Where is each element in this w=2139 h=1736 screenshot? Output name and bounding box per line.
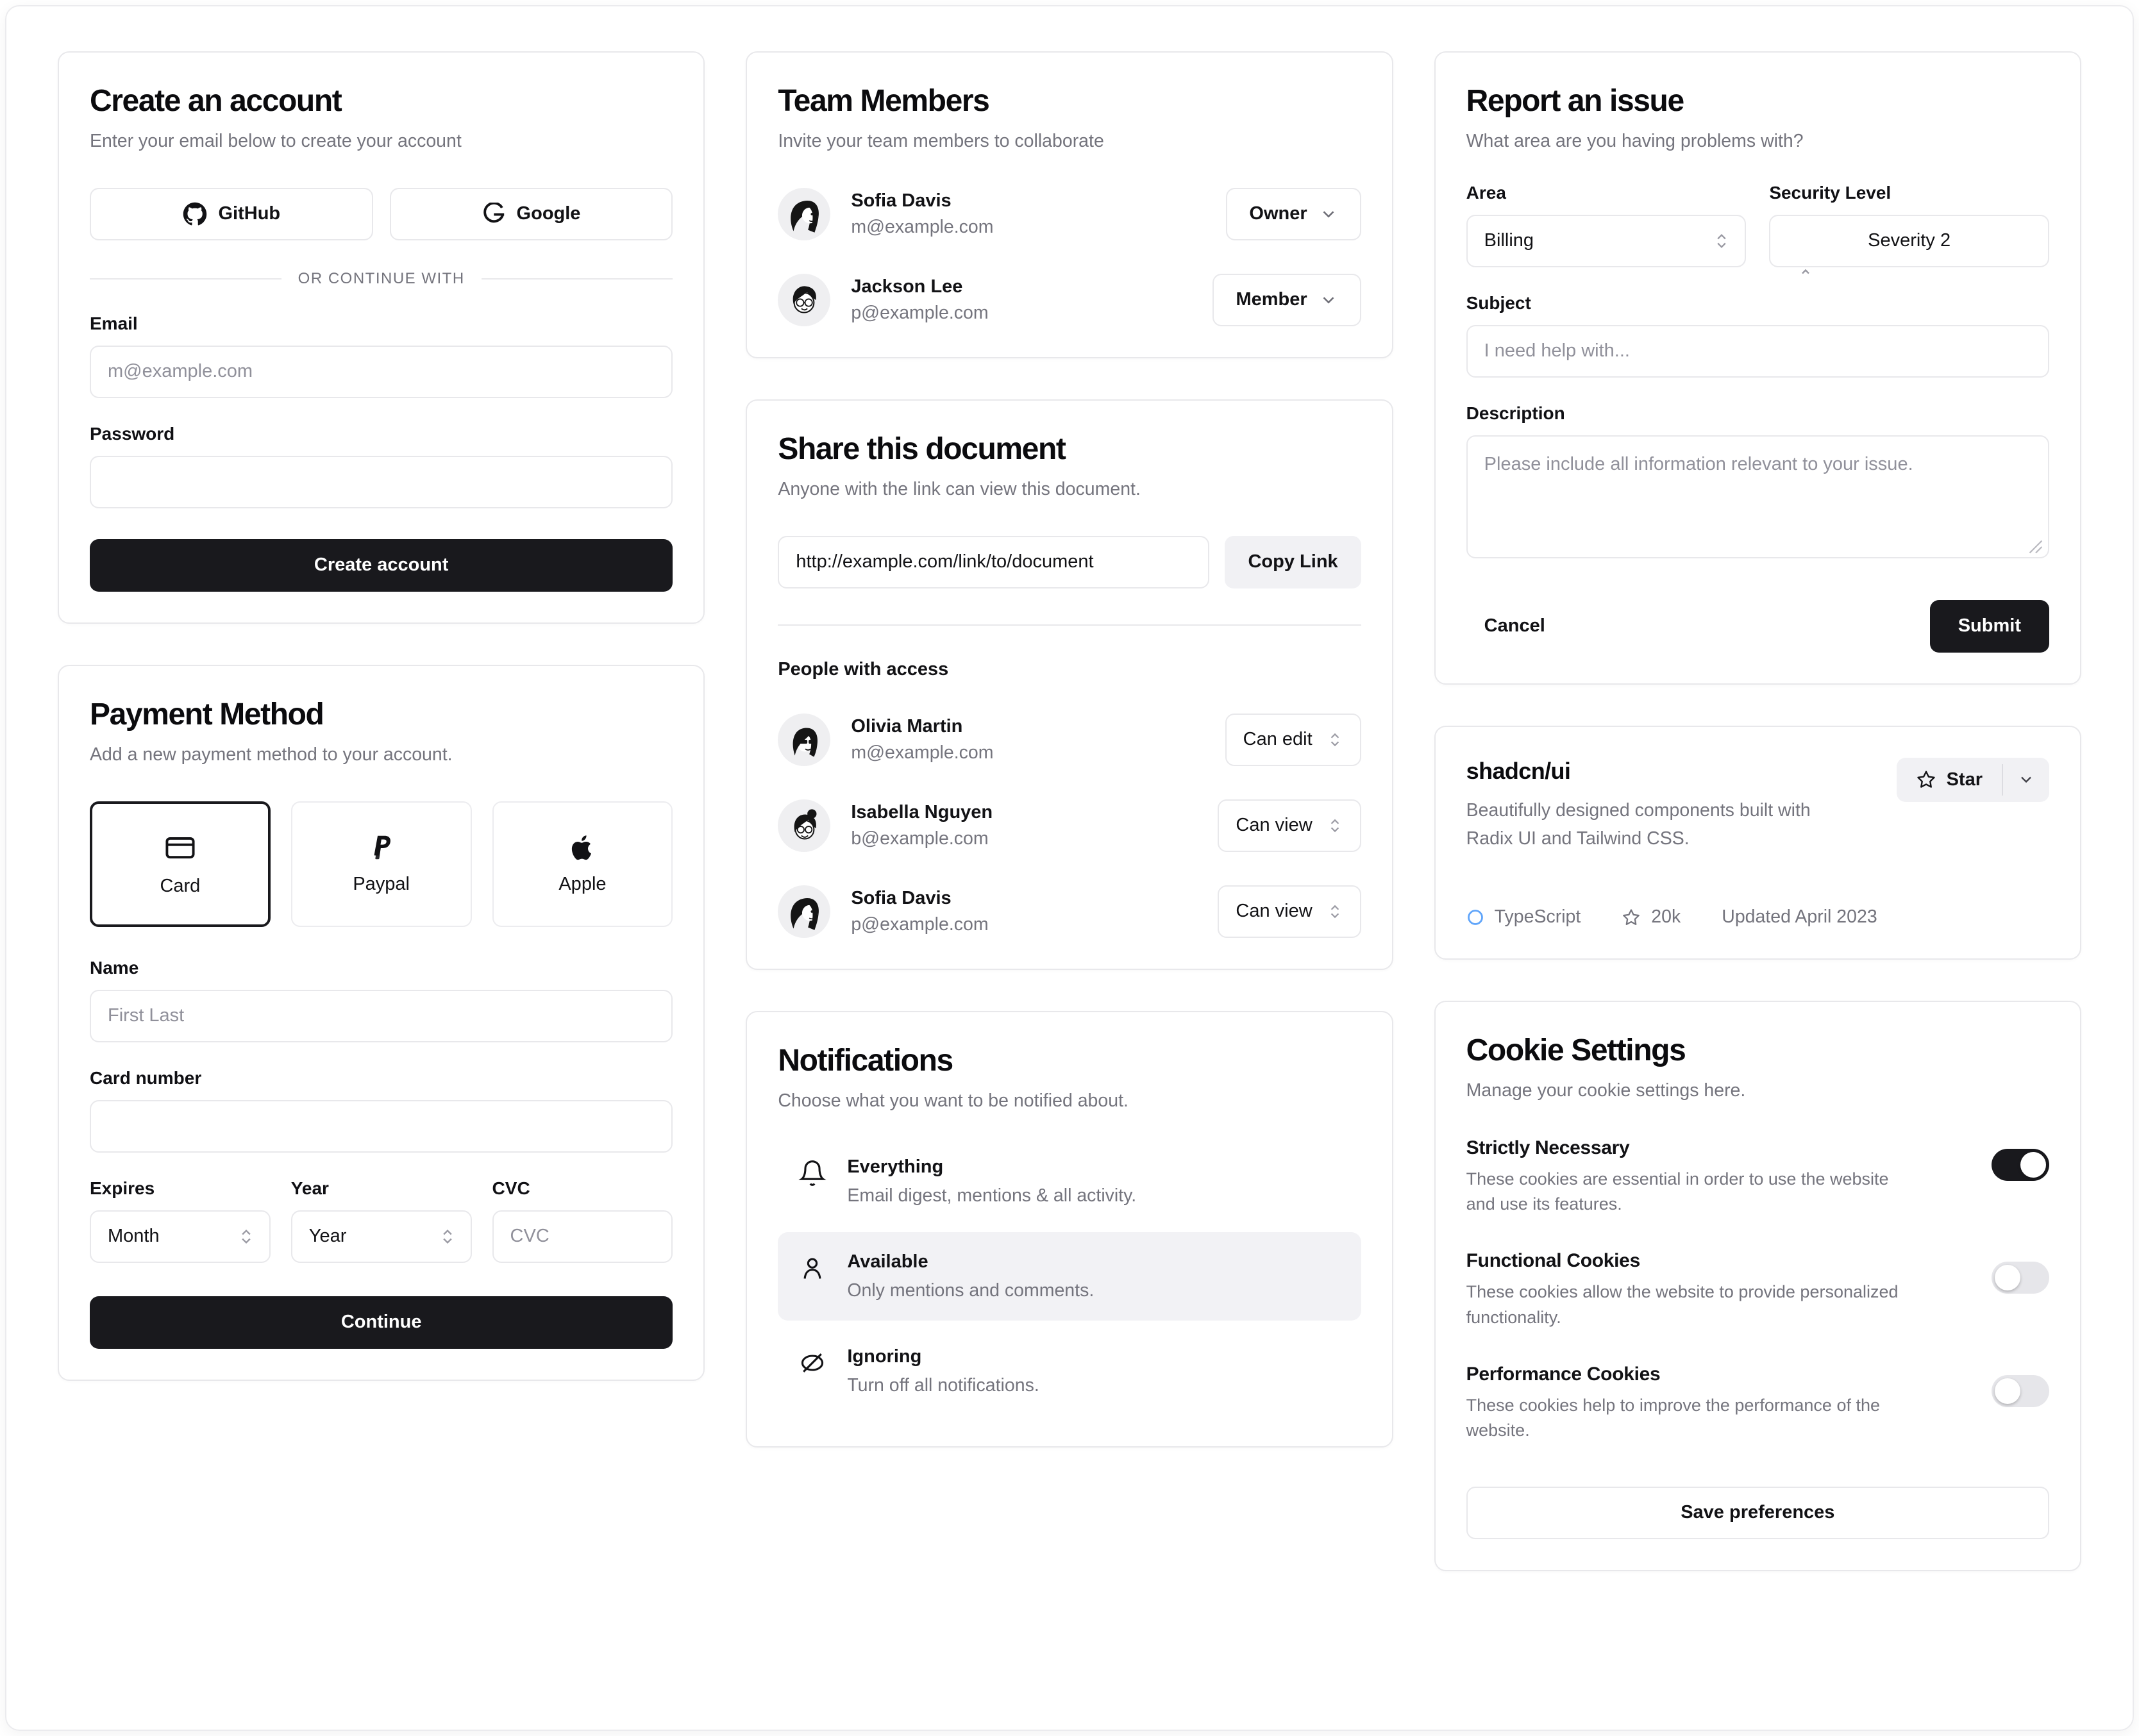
chevrons-up-down-icon [1327,731,1343,748]
save-preferences-button[interactable]: Save preferences [1466,1487,2049,1539]
email-field[interactable] [90,346,673,398]
area-value: Billing [1484,230,1534,251]
payment-title: Payment Method [90,697,324,731]
divider-label: OR CONTINUE WITH [298,269,465,287]
google-icon [482,203,505,226]
payment-option-apple[interactable] [492,801,673,927]
cookie-title: Functional Cookies [1466,1250,1640,1272]
person-name: Sofia Davis [851,887,952,908]
permission-select-can-view[interactable] [1218,799,1361,852]
payment-method-options [90,801,673,927]
access-person-row [778,714,1361,766]
github-button[interactable] [90,188,373,240]
column-middle [746,51,1393,1448]
create-account-button[interactable]: Create account [90,539,673,592]
person-email: b@example.com [851,828,989,849]
github-button-label: GitHub [218,203,281,224]
description-field[interactable] [1466,435,2049,558]
team-members-description: Invite your team members to collaborate [778,131,1104,151]
team-member-row [778,274,1361,326]
cookie-row-functional [1466,1250,2049,1330]
share-description: Anyone with the link can view this document. [778,478,1141,499]
strictly-necessary-toggle[interactable] [1992,1149,2049,1181]
create-account-title: Create an account [90,84,342,118]
subject-field[interactable] [1466,325,2049,378]
person-icon [798,1254,826,1282]
person-name: Isabella Nguyen [851,801,993,822]
permission-value: Can view [1236,815,1313,836]
access-person-row [778,799,1361,852]
avatar-sofia-davis [778,885,830,938]
google-button-label: Google [516,203,581,224]
expires-month-select[interactable] [90,1210,271,1263]
oauth-buttons [90,188,673,240]
card-create-account [58,51,705,624]
card-notifications [746,1011,1393,1448]
repo-title: shadcn/ui [1466,757,1571,784]
github-icon [183,202,207,226]
cookie-row-strictly-necessary [1466,1137,2049,1217]
repo-language [1466,906,1581,928]
payment-option-paypal[interactable] [291,801,472,927]
cookie-settings-title: Cookie Settings [1466,1033,1686,1068]
column-left [58,51,705,1381]
role-select-member[interactable] [1212,274,1361,326]
card-repo [1434,726,2081,960]
repo-updated: Updated April 2023 [1722,906,1877,928]
cookie-title: Strictly Necessary [1466,1137,1630,1159]
description-label: Description [1466,403,1565,423]
cvc-field[interactable] [492,1210,673,1263]
password-field[interactable] [90,456,673,508]
notification-option-description: Turn off all notifications. [847,1374,1039,1396]
avatar-isabella-nguyen [778,799,830,852]
repo-stars-count: 20k [1651,906,1681,928]
language-dot-icon [1466,908,1484,926]
payment-option-card[interactable] [90,801,271,927]
member-name: Sofia Davis [851,190,952,211]
person-name: Olivia Martin [851,715,963,737]
cookie-settings-description: Manage your cookie settings here. [1466,1080,1746,1101]
person-email: m@example.com [851,742,994,763]
notification-option-available[interactable] [778,1232,1361,1321]
submit-button[interactable]: Submit [1930,600,2049,653]
people-with-access-label: People with access [778,658,949,680]
chevron-down-icon [1319,290,1338,310]
report-issue-description: What area are you having problems with? [1466,131,1804,151]
payment-description: Add a new payment method to your account. [90,744,453,765]
team-members-title: Team Members [778,84,989,118]
cookie-row-performance [1466,1364,2049,1443]
chevron-down-icon [2017,771,2035,789]
google-button[interactable] [390,188,673,240]
star-button-group [1897,758,2049,802]
notifications-title: Notifications [778,1043,953,1078]
permission-value: Can view [1236,901,1313,922]
notification-option-description: Only mentions and comments. [847,1280,1095,1301]
notification-option-title: Available [847,1251,928,1272]
chevron-up-icon [1796,262,1815,281]
person-email: p@example.com [851,914,989,935]
security-level-label: Security Level [1769,182,1892,203]
functional-cookies-toggle[interactable] [1992,1262,2049,1294]
notification-option-everything[interactable] [778,1137,1361,1226]
star-dropdown-button[interactable] [2003,758,2049,802]
avatar-olivia-martin [778,714,830,766]
year-label: Year [290,1178,329,1198]
share-title: Share this document [778,431,1066,466]
payment-option-paypal-label: Paypal [353,874,410,895]
card-team-members [746,51,1393,358]
credit-card-icon [164,831,197,864]
continue-button[interactable]: Continue [90,1296,673,1349]
column-right [1434,51,2081,1571]
cookie-description: These cookies are essential in order to use the website and use its features. [1466,1169,1889,1214]
card-cookie-settings [1434,1001,2081,1571]
cvc-label: CVC [492,1178,530,1198]
notification-option-title: Everything [847,1156,944,1177]
payment-option-card-label: Card [160,876,201,897]
report-issue-title: Report an issue [1466,84,1684,118]
year-select[interactable] [291,1210,472,1263]
email-label: Email [90,313,138,333]
chevrons-up-down-icon [439,1228,457,1246]
security-level-select[interactable] [1769,215,2049,267]
access-person-row [778,885,1361,938]
repo-language-label: TypeScript [1494,906,1581,928]
notification-option-ignoring[interactable] [778,1327,1361,1415]
member-email: m@example.com [851,216,994,237]
repo-stars [1622,906,1681,928]
copy-link-button[interactable]: Copy Link [1225,536,1361,588]
cookie-description: These cookies help to improve the performance of the website. [1466,1395,1881,1440]
paypal-icon [367,833,396,862]
avatar-sofia-davis [778,188,830,240]
chevrons-up-down-icon [1327,903,1343,920]
or-continue-divider [90,270,673,288]
apple-icon [567,833,597,862]
notification-option-description: Email digest, mentions & all activity. [847,1185,1137,1206]
chevrons-up-down-icon [1327,817,1343,834]
notification-option-title: Ignoring [847,1346,922,1367]
expires-month-value: Month [108,1226,160,1247]
chevrons-up-down-icon [237,1228,255,1246]
avatar-jackson-lee [778,274,830,326]
card-share-document [746,399,1393,970]
separator [778,624,1361,626]
cardholder-name-field[interactable] [90,990,673,1042]
star-button-label: Star [1946,769,1983,790]
resize-grip-icon[interactable] [2029,540,2043,554]
notifications-description: Choose what you want to be notified about. [778,1090,1128,1111]
subject-label: Subject [1466,292,1531,313]
payment-option-apple-label: Apple [558,874,607,895]
role-value: Member [1236,289,1307,310]
share-link-field[interactable] [778,536,1209,588]
team-member-row [778,188,1361,240]
chevrons-up-down-icon [1713,232,1731,250]
permission-select-can-edit[interactable] [1225,714,1361,766]
eye-off-icon [798,1349,826,1377]
cancel-button[interactable]: Cancel [1466,600,1563,653]
bell-icon [798,1159,826,1187]
role-select-owner[interactable] [1226,188,1361,240]
permission-value: Can edit [1243,729,1313,750]
cardholder-name-label: Name [90,957,139,978]
card-report-issue [1434,51,2081,685]
star-button[interactable] [1897,758,2002,802]
star-icon [1622,908,1641,927]
area-label: Area [1466,182,1506,203]
area-select[interactable] [1466,215,1747,267]
create-account-description: Enter your email below to create your account [90,131,462,151]
member-name: Jackson Lee [851,276,963,297]
star-icon [1916,769,1936,790]
cookie-title: Performance Cookies [1466,1363,1661,1385]
role-value: Owner [1249,203,1307,224]
performance-cookies-toggle[interactable] [1992,1375,2049,1407]
password-label: Password [90,423,175,444]
repo-description: Beautifully designed components built with Radix UI and Tailwind CSS. [1466,799,1811,849]
security-level-value: Severity 2 [1868,230,1951,251]
cookie-description: These cookies allow the website to provide personalized functionality. [1466,1282,1899,1327]
year-value: Year [308,1226,347,1247]
member-email: p@example.com [851,302,989,323]
chevron-down-icon [1319,204,1338,224]
card-payment-method [58,665,705,1381]
permission-select-can-view[interactable] [1218,885,1361,938]
card-number-label: Card number [90,1067,202,1088]
expires-label: Expires [90,1178,155,1198]
card-number-field[interactable] [90,1100,673,1153]
